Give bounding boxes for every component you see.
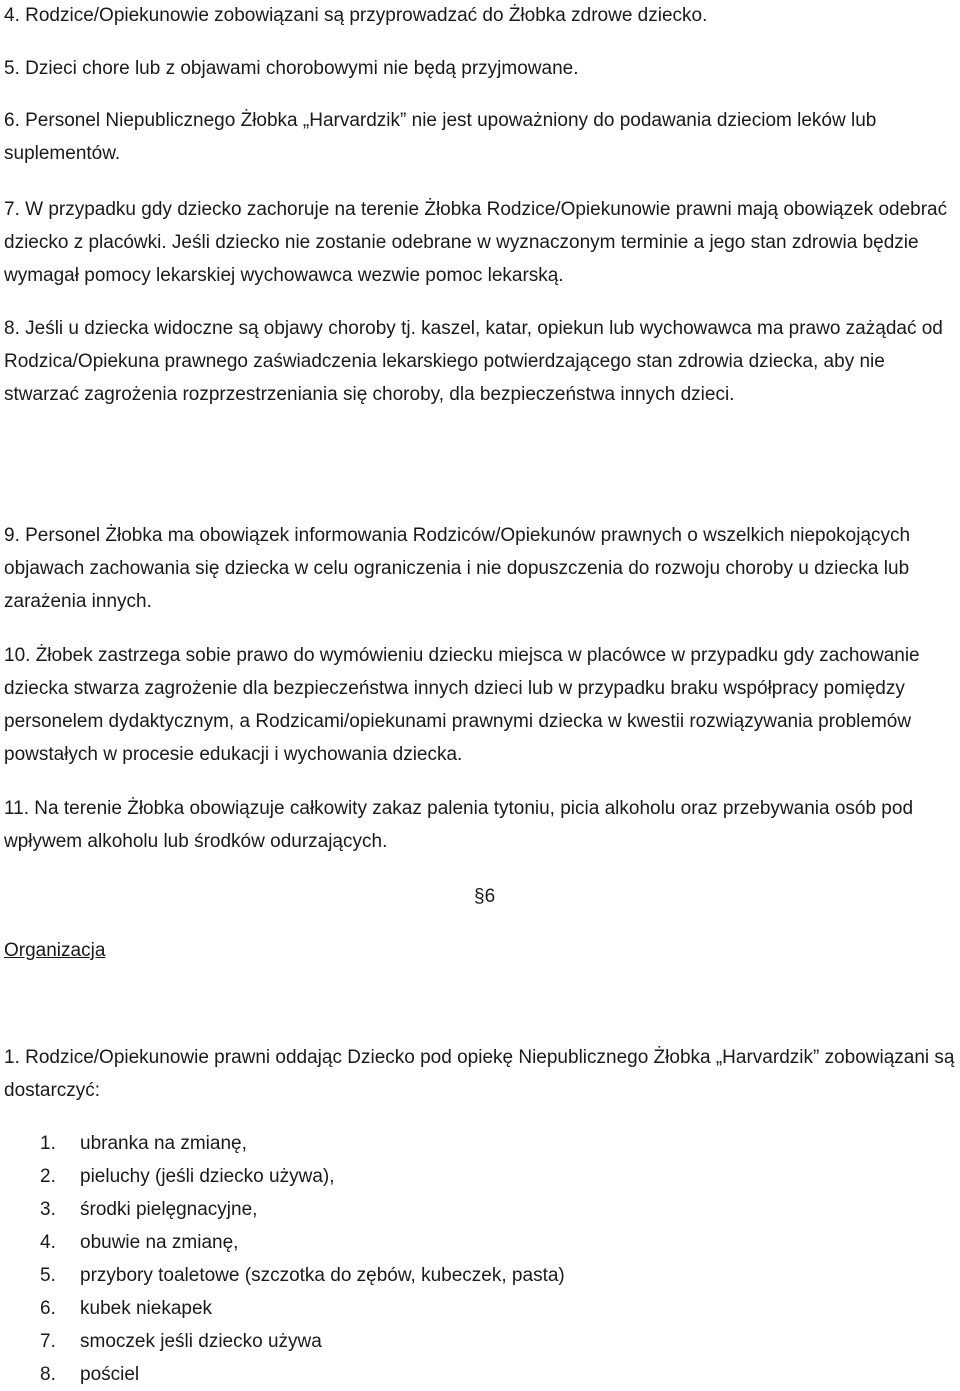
paragraph-8: 8. Jeśli u dziecka widoczne są objawy choroby tj. kaszel, katar, opiekun lub wychowawca ma prawo zażądać od Rodzica/Opiekuna prawnego zaświadczenia lekarskiego potwierdzającego stan zdrowia dziecka, aby nie stwarzać zagrożenia rozprzestrzeniania się choroby, dla bezpieczeństwa innych dzieci. (4, 318, 943, 405)
supplies-list (40, 1127, 565, 1391)
paragraph-11: 11. Na terenie Żłobka obowiązuje całkowity zakaz palenia tytoniu, picia alkoholu oraz przebywania osób pod wpływem alkoholu lub środków odurzających. (4, 798, 914, 852)
paragraph-6: 6. Personel Niepublicznego Żłobka „Harvardzik” nie jest upoważniony do podawania dzieciom leków lub suplementów. (4, 110, 877, 164)
paragraph-4: 4. Rodzice/Opiekunowie zobowiązani są przyprowadzać do Żłobka zdrowe dziecko. (4, 5, 708, 26)
list-item-text: obuwie na zmianę, (80, 1232, 239, 1253)
list-item (40, 1292, 565, 1325)
list-item (40, 1226, 565, 1259)
list-item-number: 2. (40, 1166, 56, 1187)
list-item-text: środki pielęgnacyjne, (80, 1199, 258, 1220)
list-item-text: smoczek jeśli dziecko używa (80, 1331, 322, 1352)
paragraph-7: 7. W przypadku gdy dziecko zachoruje na terenie Żłobka Rodzice/Opiekunowie prawni mają obowiązek odebrać dziecko z placówki. Jeśli dziecko nie zostanie odebrane w wyznaczonym terminie a jego stan zdrowia będzie wymagał pomocy lekarskiej wychowawca wezwie pomoc lekarską. (4, 199, 948, 286)
list-item-number: 6. (40, 1298, 56, 1319)
list-item (40, 1259, 565, 1292)
list-item (40, 1193, 565, 1226)
list-item-number: 1. (40, 1133, 56, 1154)
list-item (40, 1325, 565, 1358)
list-item-text: ubranka na zmianę, (80, 1133, 247, 1154)
paragraph-9: 9. Personel Żłobka ma obowiązek informowania Rodziców/Opiekunów prawnych o wszelkich niepokojących objawach zachowania się dziecka w celu ograniczenia i nie dopuszczenia do rozwoju choroby u dziecka lub zarażenia innych. (4, 525, 911, 612)
list-item-number: 8. (40, 1364, 56, 1385)
list-item (40, 1127, 565, 1160)
list-item-text: przybory toaletowe (szczotka do zębów, kubeczek, pasta) (80, 1265, 565, 1286)
list-item-number: 4. (40, 1232, 56, 1253)
list-item-number: 3. (40, 1199, 56, 1220)
section-intro: 1. Rodzice/Opiekunowie prawni oddając Dziecko pod opiekę Niepublicznego Żłobka „Harvardzik” zobowiązani są dostarczyć: (4, 1047, 955, 1101)
list-item (40, 1160, 565, 1193)
list-item-text: pościel (80, 1364, 140, 1385)
list-item-number: 5. (40, 1265, 56, 1286)
list-item-number: 7. (40, 1331, 56, 1352)
paragraph-5: 5. Dzieci chore lub z objawami chorobowymi nie będą przyjmowane. (4, 58, 579, 79)
list-item-text: kubek niekapek (80, 1298, 213, 1319)
list-item-text: pieluchy (jeśli dziecko używa), (80, 1166, 335, 1187)
section-heading: Organizacja (4, 940, 106, 961)
list-item (40, 1358, 565, 1391)
section-sign: §6 (474, 886, 496, 907)
paragraph-10: 10. Żłobek zastrzega sobie prawo do wymówieniu dziecku miejsca w placówce w przypadku gdy zachowanie dziecka stwarza zagrożenie dla bezpieczeństwa innych dzieci lub w przypadku braku współpracy pomiędzy personelem dydaktycznym, a Rodzicami/opiekunami prawnymi dziecka w kwestii rozwiązywania problemów powstałych w procesie edukacji i wychowania dziecka. (4, 645, 920, 765)
